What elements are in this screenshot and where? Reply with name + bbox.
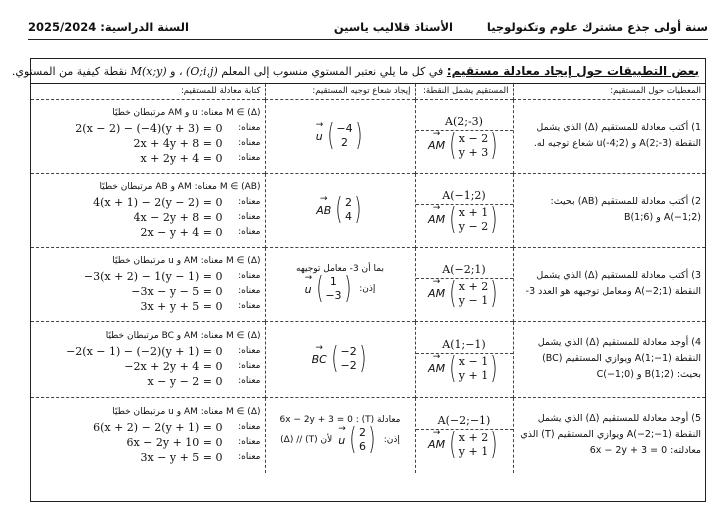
direction-then: إذن: <box>383 435 400 446</box>
direction-vector: → u ( −4 2 ) <box>316 121 365 151</box>
equation-cell <box>31 397 265 473</box>
point-label: A(2;-3) <box>416 112 513 131</box>
equation-step: معناه: 4x − 2y + 8 = 0 <box>133 211 261 224</box>
given-line: 2) أكتب معادلة للمستقيم (AB) بحيث: <box>550 196 701 207</box>
equation-step: معناه: −3(x + 2) − 1(y − 1) = 0 <box>83 270 261 283</box>
point-label: A(−2;1) <box>416 260 513 279</box>
direction-cell <box>265 247 415 321</box>
given-cell <box>513 247 705 321</box>
am-vector: → AM ( x − 1 y + 1 ) <box>428 354 500 384</box>
point-cell <box>415 247 513 321</box>
exercise-row <box>31 173 705 247</box>
condition-line: M ∈ (AB) معناه: AM و AB مرتبطان خطيًا <box>99 182 261 192</box>
point-cell <box>415 173 513 247</box>
given-line: النقطة A(2;-3) و u(-4;2) شعاع توجيه له. <box>533 138 701 149</box>
equation-cell <box>31 99 265 173</box>
equation-step: معناه: 2(x − 2) − (−4)(y + 3) = 0 <box>75 122 261 135</box>
am-vector: → AM ( x + 1 y − 2 ) <box>428 205 500 235</box>
given-line: النقطة A(−2;1) ومعامل توجيهه هو العدد 3- <box>525 286 701 297</box>
intro-title: بعض التطبيقات حول إيجاد معادلة مستقيم: <box>446 64 699 78</box>
direction-cell <box>265 99 415 173</box>
direction-vector: → BC ( −2 −2 ) <box>312 344 369 374</box>
condition-line: M ∈ (Δ) معناه: AM و BC مرتبطان خطيًا <box>105 331 261 341</box>
equation-step: معناه: −2x + 2y + 4 = 0 <box>124 360 261 373</box>
equation-step: معناه: 2x − y + 4 = 0 <box>140 226 261 239</box>
given-cell <box>513 99 705 173</box>
direction-cell <box>265 397 415 473</box>
direction-cell <box>265 321 415 397</box>
given-line: بحيث: B(1;2) و C(−1;0) <box>596 369 701 380</box>
point-label: A(−2;−1) <box>416 411 513 430</box>
am-vector: → AM ( x + 2 y + 1 ) <box>428 430 500 460</box>
equation-step: معناه: 3x + y + 5 = 0 <box>140 300 261 313</box>
col-point: المستقيم يشمل النقطة: <box>415 84 513 99</box>
point-label: A(−1;2) <box>416 186 513 205</box>
direction-vector: → AB ( 2 4 ) <box>316 195 364 225</box>
given-line: معادلته: 6x − 2y + 3 = 0 <box>589 445 701 457</box>
given-cell <box>513 321 705 397</box>
given-line: A(−1;2) و B(1;6) <box>623 212 701 223</box>
exercise-row <box>31 321 705 397</box>
condition-line: M ∈ (Δ) معناه: AM و u مرتبطان خطيًا <box>112 407 261 418</box>
given-line: 4) أوجد معادلة للمستقيم (Δ) الذي يشمل <box>537 337 701 348</box>
am-vector: → AM ( x − 2 y + 3 ) <box>428 131 500 161</box>
intro-text-a: في كل ما يلي نعتبر المستوي منسوب إلى المعلم <box>221 65 444 78</box>
direction-cell <box>265 173 415 247</box>
intro-line <box>11 59 705 84</box>
point-cell <box>415 99 513 173</box>
point-cell <box>415 321 513 397</box>
page-header <box>28 20 708 40</box>
direction-vector: → u ( 1 −3 ) <box>305 274 354 304</box>
given-line: 3) أكتب معادلة للمستقيم (Δ) الذي يشمل <box>536 270 701 281</box>
equation-step: معناه: 4(x + 1) − 2(y − 2) = 0 <box>93 196 261 209</box>
school-level: سنة أولى جذع مشترك علوم وتكنولوجيا <box>486 20 708 34</box>
point-cell <box>415 397 513 473</box>
equation-cell <box>31 247 265 321</box>
header-divider <box>28 39 708 40</box>
intro-text-b: ، و <box>170 65 183 78</box>
equation-step: معناه: 6x − 2y + 10 = 0 <box>126 436 261 450</box>
equation-step: معناه: −3x − y − 5 = 0 <box>131 285 261 298</box>
equation-step: معناه: −2(x − 1) − (−2)(y + 1) = 0 <box>66 345 261 358</box>
intro-point: M(x;y) <box>130 65 167 78</box>
direction-then: إذن: <box>359 284 376 294</box>
equation-step: معناه: 3x − y + 5 = 0 <box>140 451 261 465</box>
intro-text-c: نقطة كيفية من المستوي. <box>11 65 128 78</box>
exercise-row <box>31 99 705 173</box>
school-year: السنة الدراسية: 2025/2024 <box>28 20 189 34</box>
point-label: A(1;−1) <box>416 335 513 354</box>
given-line: 5) أوجد معادلة للمستقيم (Δ) الذي يشمل <box>537 413 701 425</box>
given-cell <box>513 173 705 247</box>
direction-reason: لأن (T) // (Δ) <box>280 435 333 446</box>
col-given: المعطيات حول المستقيم: <box>513 84 705 99</box>
intro-frame: (O;i,j) <box>186 65 218 78</box>
exercise-frame <box>11 58 706 502</box>
condition-line: M ∈ (Δ) معناه: u و AM مرتبطان خطيًا <box>112 108 261 118</box>
col-direction: إيجاد شعاع توجيه المستقيم: <box>265 84 415 99</box>
exercise-table <box>31 84 705 473</box>
equation-cell <box>31 173 265 247</box>
given-line: النقطة A(−2;−1) ويوازي المستقيم (T) الذي <box>520 429 701 441</box>
direction-vector: → u ( 2 6 ) <box>338 425 377 455</box>
exercise-row <box>31 397 705 473</box>
direction-note: بما أن 3- معامل توجيهه <box>296 264 384 274</box>
given-cell <box>513 397 705 473</box>
equation-step: معناه: x − y − 2 = 0 <box>147 375 261 388</box>
equation-step: معناه: 6(x + 2) − 2(y + 1) = 0 <box>93 421 261 435</box>
direction-note: معادلة (T) : 6x − 2y + 3 = 0 <box>279 415 401 426</box>
equation-cell <box>31 321 265 397</box>
given-line: النقطة A(1;−1) ويوازي المستقيم (BC) <box>542 353 701 364</box>
condition-line: M ∈ (Δ) معناه: AM و u مرتبطان خطيًا <box>112 256 261 266</box>
col-equation: كتابة معادلة للمستقيم: <box>31 84 265 99</box>
given-line: 1) أكتب معادلة للمستقيم (Δ) الذي يشمل <box>536 122 701 133</box>
teacher-name: الأستاذ قلاليب ياسين <box>333 20 453 34</box>
am-vector: → AM ( x + 2 y − 1 ) <box>428 279 500 309</box>
equation-step: معناه: 2x + 4y + 8 = 0 <box>133 137 261 150</box>
exercise-row <box>31 247 705 321</box>
equation-step: معناه: x + 2y + 4 = 0 <box>140 152 261 165</box>
